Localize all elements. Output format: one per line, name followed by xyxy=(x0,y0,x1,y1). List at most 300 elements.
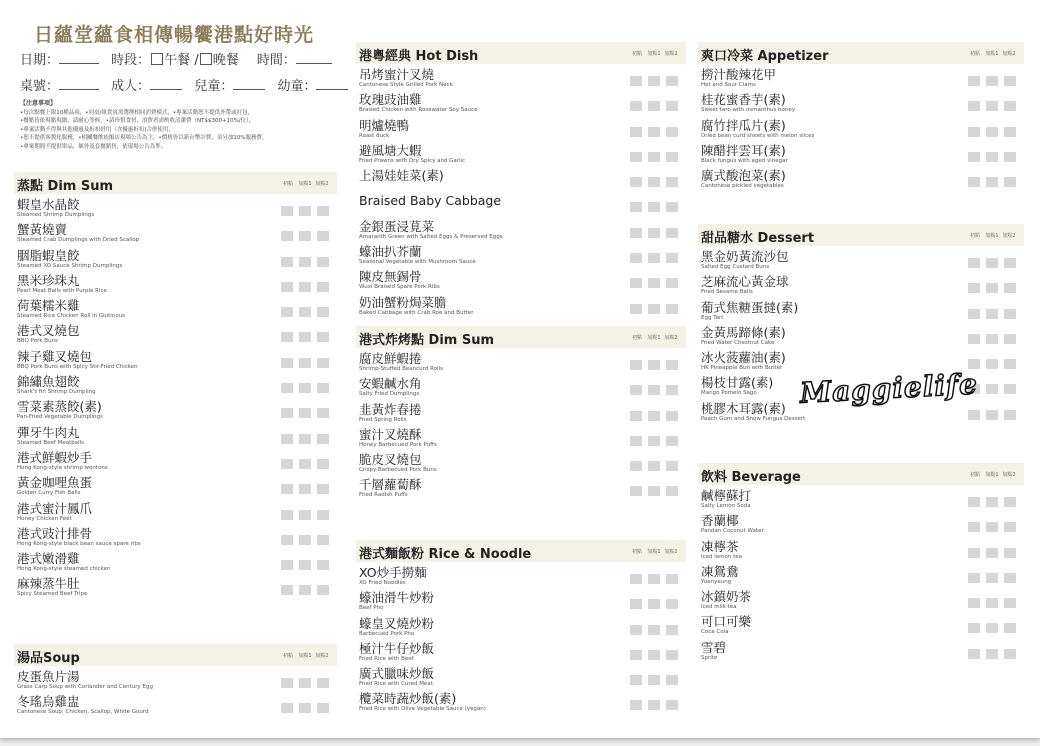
menu-item-english: Steamed Shrimp Dumplings xyxy=(17,212,95,218)
section-title: 港式炸烤點 Dim Sum xyxy=(359,333,495,348)
quantity-boxes xyxy=(624,273,678,292)
quantity-box[interactable] xyxy=(986,497,998,507)
quantity-box[interactable] xyxy=(666,228,678,238)
quantity-header: 加點1 xyxy=(298,653,312,659)
quantity-box[interactable] xyxy=(666,461,678,471)
quantity-box[interactable] xyxy=(281,231,293,241)
quantity-box[interactable] xyxy=(986,598,998,608)
quantity-box[interactable] xyxy=(666,278,678,288)
quantity-box[interactable] xyxy=(317,484,329,494)
quantity-box[interactable] xyxy=(299,206,311,216)
menu-item xyxy=(356,244,686,269)
quantity-boxes xyxy=(962,147,1016,166)
quantity-box[interactable] xyxy=(1004,283,1016,293)
quantity-box[interactable] xyxy=(630,385,642,395)
menu-item xyxy=(14,273,337,298)
quantity-box[interactable] xyxy=(317,535,329,545)
quantity-box[interactable] xyxy=(299,560,311,570)
quantity-box[interactable] xyxy=(648,127,660,137)
quantity-box[interactable] xyxy=(317,510,329,520)
quantity-box[interactable] xyxy=(630,625,642,635)
quantity-box[interactable] xyxy=(968,522,980,532)
quantity-box[interactable] xyxy=(648,101,660,111)
quantity-box[interactable] xyxy=(299,459,311,469)
quantity-box[interactable] xyxy=(968,334,980,344)
menu-item xyxy=(698,249,1024,274)
quantity-headers xyxy=(965,471,1016,478)
menu-item xyxy=(356,452,686,477)
quantity-box[interactable] xyxy=(986,127,998,137)
menu-item-name: 奶油蟹粉焗菜膽 xyxy=(359,294,447,310)
quantity-box[interactable] xyxy=(666,101,678,111)
quantity-box[interactable] xyxy=(648,385,660,395)
quantity-boxes xyxy=(275,555,329,574)
quantity-box[interactable] xyxy=(281,459,293,469)
slash-separator: / xyxy=(194,53,199,68)
quantity-box[interactable] xyxy=(986,573,998,583)
menu-item xyxy=(14,669,337,694)
quantity-boxes xyxy=(624,355,678,374)
quantity-box[interactable] xyxy=(630,228,642,238)
quantity-box[interactable] xyxy=(986,410,998,420)
lunch-checkbox[interactable] xyxy=(151,53,163,65)
menu-item xyxy=(356,666,686,691)
menu-item-name: 彈牙牛肉丸 xyxy=(17,424,80,440)
quantity-box[interactable] xyxy=(648,177,660,187)
menu-item-list xyxy=(698,67,1024,193)
quantity-headers xyxy=(278,180,329,187)
quantity-box[interactable] xyxy=(986,359,998,369)
quantity-box[interactable] xyxy=(1004,497,1016,507)
menu-item-english: Hot and Sour Clams xyxy=(701,82,756,88)
quantity-box[interactable] xyxy=(630,436,642,446)
menu-item-name: 脆皮叉燒包 xyxy=(359,452,422,468)
menu-item-english: Cantonese pickled vegetables xyxy=(701,183,784,190)
quantity-box[interactable] xyxy=(281,257,293,267)
menu-item-name: 撈汁酸辣花甲 xyxy=(701,67,777,82)
quantity-box[interactable] xyxy=(648,650,660,660)
menu-item-english: Salty Lemon Soda xyxy=(701,503,751,509)
quantity-box[interactable] xyxy=(666,360,678,370)
quantity-box[interactable] xyxy=(281,585,293,595)
quantity-box[interactable] xyxy=(630,700,642,710)
menu-item-english: HK Pineapple Bun with Butter xyxy=(701,365,783,372)
menu-item-name: 雪菜素蒸餃(素) xyxy=(17,399,102,415)
menu-item-name: Braised Baby Cabbage xyxy=(359,193,502,209)
quantity-boxes xyxy=(275,201,329,220)
quantity-header: 加點2 xyxy=(664,549,678,555)
quantity-box[interactable] xyxy=(630,127,642,137)
quantity-box[interactable] xyxy=(630,202,642,212)
menu-item-english: Steamed Crab Dumplings with Dried Scallop xyxy=(17,237,140,244)
menu-item-english: Shrimp-Stuffed Beancurd Rolls xyxy=(359,366,443,372)
quantity-box[interactable] xyxy=(630,650,642,660)
quantity-box[interactable] xyxy=(648,436,660,446)
menu-item-english: Fried Rice with Olive Vegetable Sauce (vegan) xyxy=(359,706,486,713)
quantity-box[interactable] xyxy=(968,258,980,268)
quantity-boxes xyxy=(275,252,329,271)
quantity-box[interactable] xyxy=(299,408,311,418)
quantity-box[interactable] xyxy=(630,574,642,584)
quantity-box[interactable] xyxy=(317,257,329,267)
quantity-box[interactable] xyxy=(281,307,293,317)
quantity-box[interactable] xyxy=(281,560,293,570)
quantity-box[interactable] xyxy=(648,360,660,370)
quantity-box[interactable] xyxy=(1004,410,1016,420)
menu-item xyxy=(14,222,337,247)
menu-item-name: 港式豉汁排骨 xyxy=(17,525,93,541)
quantity-box[interactable] xyxy=(968,497,980,507)
quantity-box[interactable] xyxy=(648,76,660,86)
menu-item-name: 極汁牛仔炒飯 xyxy=(359,640,435,656)
quantity-boxes xyxy=(275,277,329,296)
section-title: 飲料 Beverage xyxy=(701,470,801,485)
notes-line: •每次點餐上限10種品項，•同桌/組貴賓需選擇相同消費模式，•專案活動恕不提供外帶或打包， xyxy=(20,109,254,116)
quantity-box[interactable] xyxy=(630,76,642,86)
quantity-box[interactable] xyxy=(666,436,678,446)
quantity-box[interactable] xyxy=(281,408,293,418)
section-beverage xyxy=(698,463,1024,665)
quantity-box[interactable] xyxy=(281,678,293,688)
quantity-box[interactable] xyxy=(317,231,329,241)
quantity-box[interactable] xyxy=(986,384,998,394)
quantity-box[interactable] xyxy=(648,625,660,635)
quantity-box[interactable] xyxy=(299,282,311,292)
menu-item-english: Cantonese Soup: Chicken, Scallop, White Gourd xyxy=(17,709,149,716)
quantity-box[interactable] xyxy=(648,574,660,584)
quantity-header: 初點 xyxy=(969,51,980,57)
quantity-box[interactable] xyxy=(666,152,678,162)
quantity-box[interactable] xyxy=(968,573,980,583)
menu-item xyxy=(14,349,337,374)
quantity-box[interactable] xyxy=(1004,334,1016,344)
quantity-box[interactable] xyxy=(648,461,660,471)
quantity-box[interactable] xyxy=(666,650,678,660)
quantity-box[interactable] xyxy=(986,334,998,344)
menu-item-name: 港式嫩滑雞 xyxy=(17,551,80,567)
quantity-box[interactable] xyxy=(317,408,329,418)
menu-item-name: 陳醋拌雲耳(素) xyxy=(701,142,786,158)
child-field[interactable] xyxy=(233,77,265,90)
quantity-box[interactable] xyxy=(968,76,980,86)
quantity-header: 加點2 xyxy=(315,653,329,659)
quantity-box[interactable] xyxy=(630,152,642,162)
quantity-boxes xyxy=(962,568,1016,587)
quantity-box[interactable] xyxy=(299,585,311,595)
menu-item-name: 明爐燒鴨 xyxy=(359,117,410,133)
quantity-boxes xyxy=(275,530,329,549)
quantity-box[interactable] xyxy=(317,383,329,393)
quantity-boxes xyxy=(624,481,678,500)
quantity-box[interactable] xyxy=(968,152,980,162)
quantity-box[interactable] xyxy=(1004,649,1016,659)
quantity-box[interactable] xyxy=(281,282,293,292)
quantity-box[interactable] xyxy=(986,309,998,319)
menu-item-name: 可口可樂 xyxy=(701,614,752,630)
quantity-box[interactable] xyxy=(666,675,678,685)
menu-item xyxy=(14,374,337,399)
menu-item-name: 金黃馬蹄條(素) xyxy=(701,324,786,340)
quantity-box[interactable] xyxy=(630,304,642,314)
quantity-box[interactable] xyxy=(1004,177,1016,187)
menu-item-english: Salted Egg Custard Buns xyxy=(701,264,770,270)
quantity-box[interactable] xyxy=(666,700,678,710)
menu-item-name: 避風塘大蝦 xyxy=(359,142,422,158)
quantity-box[interactable] xyxy=(299,484,311,494)
menu-item-english: Baked Cabbage with Crab Roe and Butter xyxy=(359,309,474,316)
quantity-box[interactable] xyxy=(648,228,660,238)
quantity-box[interactable] xyxy=(666,625,678,635)
quantity-box[interactable] xyxy=(299,332,311,342)
quantity-box[interactable] xyxy=(666,486,678,496)
date-field[interactable] xyxy=(59,51,99,64)
menu-item-name: 陳皮無錫骨 xyxy=(359,269,422,285)
menu-item-english: Yuenyeung xyxy=(701,578,732,585)
notes-line: •恕不提供客製化服務，•相關餐飲依飯店現場公告為主，•價格皆以新台幣計費，須另加10%服務費， xyxy=(20,135,268,141)
menu-item-english: Seasonal Vegetable with Mushroom Sauce xyxy=(359,259,476,266)
quantity-boxes xyxy=(962,593,1016,612)
quantity-boxes xyxy=(624,223,678,242)
quantity-box[interactable] xyxy=(1004,309,1016,319)
quantity-box[interactable] xyxy=(317,358,329,368)
dinner-checkbox[interactable] xyxy=(200,53,212,65)
quantity-boxes xyxy=(624,569,678,588)
quantity-box[interactable] xyxy=(281,484,293,494)
quantity-box[interactable] xyxy=(968,410,980,420)
quantity-box[interactable] xyxy=(281,332,293,342)
quantity-box[interactable] xyxy=(1004,548,1016,558)
quantity-box[interactable] xyxy=(986,76,998,86)
quantity-boxes xyxy=(962,405,1016,424)
quantity-box[interactable] xyxy=(317,459,329,469)
section-header xyxy=(698,42,1024,64)
menu-item-name: 金銀蛋浸莧菜 xyxy=(359,218,435,234)
quantity-boxes xyxy=(624,71,678,90)
quantity-boxes xyxy=(275,479,329,498)
menu-item-name: 冰鎮奶茶 xyxy=(701,589,752,605)
quantity-box[interactable] xyxy=(1004,258,1016,268)
quantity-box[interactable] xyxy=(666,385,678,395)
menu-item-name: 廣式酸泡菜(素) xyxy=(701,168,786,184)
quantity-box[interactable] xyxy=(630,461,642,471)
quantity-box[interactable] xyxy=(648,700,660,710)
quantity-box[interactable] xyxy=(968,127,980,137)
menu-item xyxy=(698,143,1024,168)
quantity-box[interactable] xyxy=(299,510,311,520)
quantity-box[interactable] xyxy=(666,76,678,86)
quantity-boxes xyxy=(962,122,1016,141)
menu-item xyxy=(698,274,1024,299)
quantity-box[interactable] xyxy=(648,253,660,263)
quantity-boxes xyxy=(962,644,1016,663)
quantity-box[interactable] xyxy=(648,675,660,685)
quantity-box[interactable] xyxy=(648,599,660,609)
menu-item-name: 港式蜜汁鳳爪 xyxy=(17,500,93,516)
infant-field[interactable] xyxy=(316,77,348,90)
quantity-box[interactable] xyxy=(1004,101,1016,111)
quantity-boxes xyxy=(962,618,1016,637)
quantity-box[interactable] xyxy=(986,152,998,162)
quantity-box[interactable] xyxy=(299,307,311,317)
quantity-box[interactable] xyxy=(630,486,642,496)
table-field[interactable] xyxy=(59,77,99,90)
quantity-box[interactable] xyxy=(1004,127,1016,137)
menu-item-name: 黑米珍珠丸 xyxy=(17,272,80,288)
quantity-box[interactable] xyxy=(968,177,980,187)
quantity-box[interactable] xyxy=(281,703,293,713)
quantity-box[interactable] xyxy=(299,358,311,368)
quantity-box[interactable] xyxy=(986,522,998,532)
quantity-box[interactable] xyxy=(1004,152,1016,162)
quantity-box[interactable] xyxy=(648,152,660,162)
quantity-box[interactable] xyxy=(968,548,980,558)
quantity-box[interactable] xyxy=(968,283,980,293)
quantity-box[interactable] xyxy=(299,678,311,688)
quantity-box[interactable] xyxy=(1004,623,1016,633)
quantity-boxes xyxy=(962,517,1016,536)
quantity-box[interactable] xyxy=(666,177,678,187)
menu-item-name: 凍檸茶 xyxy=(701,538,739,554)
quantity-boxes xyxy=(624,122,678,141)
quantity-box[interactable] xyxy=(630,411,642,421)
quantity-box[interactable] xyxy=(317,434,329,444)
quantity-box[interactable] xyxy=(968,101,980,111)
quantity-box[interactable] xyxy=(986,649,998,659)
quantity-box[interactable] xyxy=(1004,598,1016,608)
menu-item-name: 辣子雞叉燒包 xyxy=(17,348,93,364)
quantity-box[interactable] xyxy=(968,649,980,659)
menu-item xyxy=(698,300,1024,325)
quantity-boxes xyxy=(962,172,1016,191)
quantity-box[interactable] xyxy=(968,309,980,319)
quantity-boxes xyxy=(624,248,678,267)
notes-line: •專案期間不提供單品，額外及套餐銷售，依現場公告為準。 xyxy=(20,143,167,150)
quantity-box[interactable] xyxy=(317,307,329,317)
menu-item-english: Fried Rice with Beef xyxy=(359,655,414,662)
quantity-box[interactable] xyxy=(299,383,311,393)
quantity-box[interactable] xyxy=(630,675,642,685)
menu-item-name: 桂花蜜香芋(素) xyxy=(701,92,786,108)
quantity-box[interactable] xyxy=(281,535,293,545)
quantity-boxes xyxy=(275,327,329,346)
quantity-box[interactable] xyxy=(666,304,678,314)
adult-field[interactable] xyxy=(150,77,182,90)
menu-item-name: 荷葉糯米雞 xyxy=(17,298,80,314)
quantity-box[interactable] xyxy=(299,535,311,545)
quantity-box[interactable] xyxy=(1004,573,1016,583)
quantity-box[interactable] xyxy=(317,332,329,342)
quantity-box[interactable] xyxy=(648,411,660,421)
quantity-box[interactable] xyxy=(630,253,642,263)
menu-item xyxy=(698,564,1024,589)
quantity-box[interactable] xyxy=(986,623,998,633)
quantity-box[interactable] xyxy=(968,598,980,608)
quantity-box[interactable] xyxy=(317,560,329,570)
quantity-box[interactable] xyxy=(281,206,293,216)
quantity-boxes xyxy=(962,329,1016,348)
time-field[interactable] xyxy=(296,51,332,64)
quantity-box[interactable] xyxy=(630,599,642,609)
menu-item-english: Fried Prawns with Dry Spicy and Garlic xyxy=(359,157,466,164)
menu-item-english: Spicy Steamed Beef Tripe xyxy=(17,591,88,598)
quantity-boxes xyxy=(275,429,329,448)
quantity-box[interactable] xyxy=(666,202,678,212)
menu-item xyxy=(14,399,337,424)
menu-item xyxy=(356,641,686,666)
quantity-box[interactable] xyxy=(630,278,642,288)
quantity-box[interactable] xyxy=(317,585,329,595)
menu-item xyxy=(14,501,337,526)
menu-item xyxy=(14,248,337,273)
menu-item xyxy=(698,325,1024,350)
quantity-box[interactable] xyxy=(666,127,678,137)
quantity-box[interactable] xyxy=(648,304,660,314)
menu-item-english: Wuxi Braised Spare Pork Ribs xyxy=(359,284,440,291)
quantity-box[interactable] xyxy=(1004,76,1016,86)
menu-item xyxy=(698,488,1024,513)
menu-item-name: 桃膠木耳露(素) xyxy=(701,400,786,416)
menu-item xyxy=(14,323,337,348)
quantity-box[interactable] xyxy=(630,360,642,370)
quantity-header: 初點 xyxy=(969,233,980,239)
menu-item xyxy=(356,691,686,716)
quantity-boxes xyxy=(624,620,678,639)
section-header xyxy=(356,540,686,562)
quantity-box[interactable] xyxy=(317,678,329,688)
quantity-box[interactable] xyxy=(1004,384,1016,394)
quantity-boxes xyxy=(624,380,678,399)
quantity-box[interactable] xyxy=(666,253,678,263)
quantity-box[interactable] xyxy=(281,434,293,444)
quantity-box[interactable] xyxy=(630,177,642,187)
menu-item-english: Honey Barbecued Pork Puffs xyxy=(359,441,437,448)
quantity-box[interactable] xyxy=(299,434,311,444)
quantity-box[interactable] xyxy=(968,623,980,633)
quantity-box[interactable] xyxy=(281,383,293,393)
quantity-boxes xyxy=(624,431,678,450)
quantity-box[interactable] xyxy=(299,703,311,713)
section-fried-dim-sum xyxy=(356,326,686,503)
quantity-box[interactable] xyxy=(1004,359,1016,369)
quantity-box[interactable] xyxy=(281,510,293,520)
menu-item-english: Fried Radish Puffs xyxy=(359,492,408,499)
quantity-box[interactable] xyxy=(317,282,329,292)
quantity-box[interactable] xyxy=(648,486,660,496)
quantity-box[interactable] xyxy=(317,206,329,216)
quantity-box[interactable] xyxy=(299,257,311,267)
quantity-boxes xyxy=(275,403,329,422)
quantity-box[interactable] xyxy=(986,101,998,111)
quantity-box[interactable] xyxy=(317,703,329,713)
quantity-box[interactable] xyxy=(986,177,998,187)
menu-item-english: Fried Rice with Cured Meat xyxy=(359,681,433,688)
quantity-box[interactable] xyxy=(986,548,998,558)
menu-item-english: Hong Kong-style black bean sauce spare ribs xyxy=(17,540,141,547)
quantity-box[interactable] xyxy=(666,411,678,421)
quantity-box[interactable] xyxy=(986,283,998,293)
quantity-box[interactable] xyxy=(281,358,293,368)
quantity-box[interactable] xyxy=(986,258,998,268)
quantity-box[interactable] xyxy=(666,599,678,609)
quantity-box[interactable] xyxy=(666,574,678,584)
menu-item-english: Salty Fried Dumplings xyxy=(359,391,420,398)
quantity-box[interactable] xyxy=(648,202,660,212)
quantity-box[interactable] xyxy=(648,278,660,288)
quantity-box[interactable] xyxy=(630,101,642,111)
quantity-box[interactable] xyxy=(1004,522,1016,532)
infant-label: 幼童： xyxy=(277,79,317,94)
quantity-box[interactable] xyxy=(299,231,311,241)
